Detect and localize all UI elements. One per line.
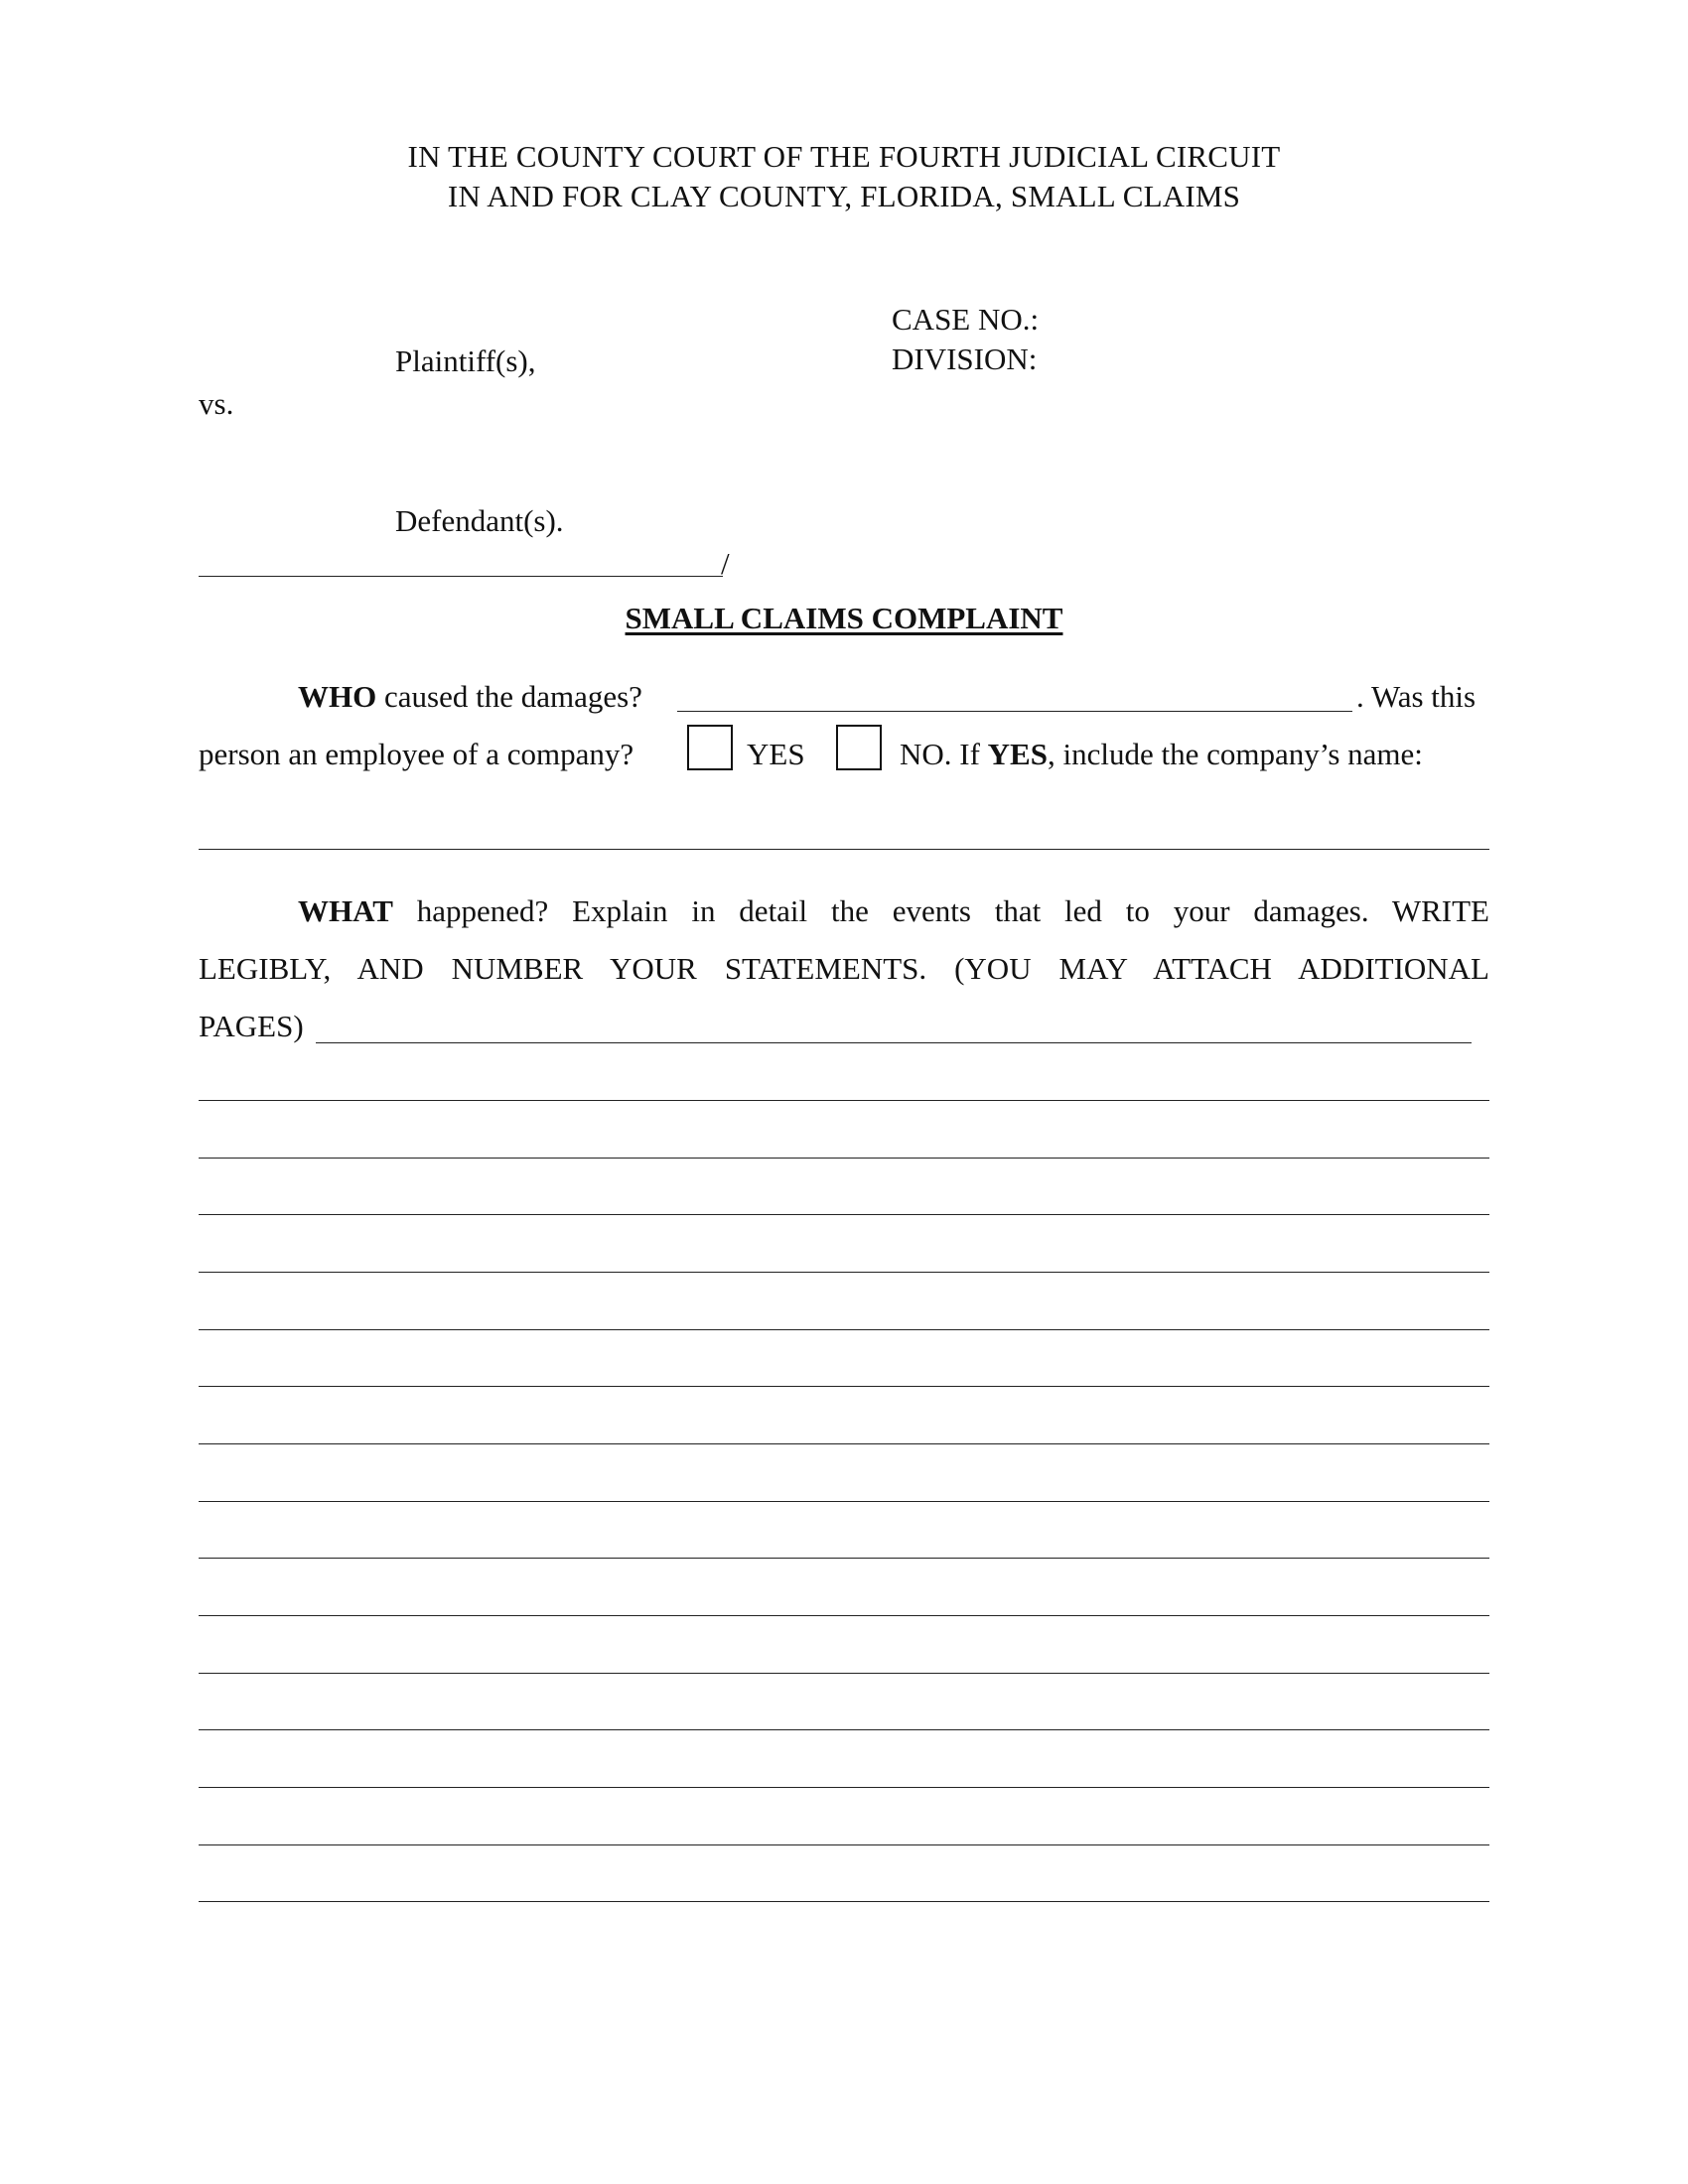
plaintiff-label: Plaintiff(s), [395,343,536,378]
caption-underline [199,576,723,577]
what-line-1-text: happened? Explain in detail the events that led to your damages. WRITE [392,893,1489,928]
court-header-line-2: IN AND FOR CLAY COUNTY, FLORIDA, SMALL CLAIMS [447,179,1241,213]
complaint-title-text: SMALL CLAIMS COMPLAINT [625,601,1063,635]
complaint-title [0,599,1688,638]
yes-checkbox[interactable] [687,725,733,770]
what-question-line-2: LEGIBLY, AND NUMBER YOUR STATEMENTS. (YOU MAY ATTACH ADDITIONAL [199,951,1489,986]
answer-line-4[interactable] [199,1272,1489,1273]
answer-line-6[interactable] [199,1386,1489,1387]
who-question-text: caused the damages? [376,679,642,714]
employee-question: person an employee of a company? [199,737,634,771]
court-header-line-1: IN THE COUNTY COURT OF THE FOURTH JUDICIAL CIRCUIT [407,139,1281,174]
answer-line-11[interactable] [199,1673,1489,1674]
answer-line-1[interactable] [199,1100,1489,1101]
company-name-field[interactable] [199,849,1489,850]
case-number-label: CASE NO.: [892,302,1040,337]
no-label: NO. If [900,737,988,771]
who-question [298,677,642,717]
answer-line-8[interactable] [199,1501,1489,1502]
versus-label: vs. [199,386,234,421]
what-first-answer-line[interactable] [316,1042,1472,1043]
answer-line-2[interactable] [199,1158,1489,1159]
answer-line-5[interactable] [199,1329,1489,1330]
answer-line-9[interactable] [199,1558,1489,1559]
division-label: DIVISION: [892,341,1038,376]
answer-line-14[interactable] [199,1844,1489,1845]
no-if-yes-text [900,735,1423,774]
include-company-name-text: , include the company’s name: [1047,737,1423,771]
what-bold: WHAT [298,893,393,928]
what-question-line-1 [199,883,1489,940]
answer-line-12[interactable] [199,1729,1489,1730]
no-checkbox[interactable] [836,725,882,770]
who-answer-field[interactable] [677,711,1352,712]
yes-label: YES [747,737,805,771]
who-bold: WHO [298,679,377,714]
defendant-label: Defendant(s). [395,503,564,538]
answer-line-3[interactable] [199,1214,1489,1215]
was-this-text: . Was this [1356,679,1477,714]
answer-line-13[interactable] [199,1787,1489,1788]
answer-line-15[interactable] [199,1901,1489,1902]
answer-line-7[interactable] [199,1443,1489,1444]
if-yes-bold: YES [987,737,1048,771]
caption-slash: / [721,546,730,581]
answer-line-10[interactable] [199,1615,1489,1616]
what-question-line-3: PAGES) [199,1009,304,1043]
